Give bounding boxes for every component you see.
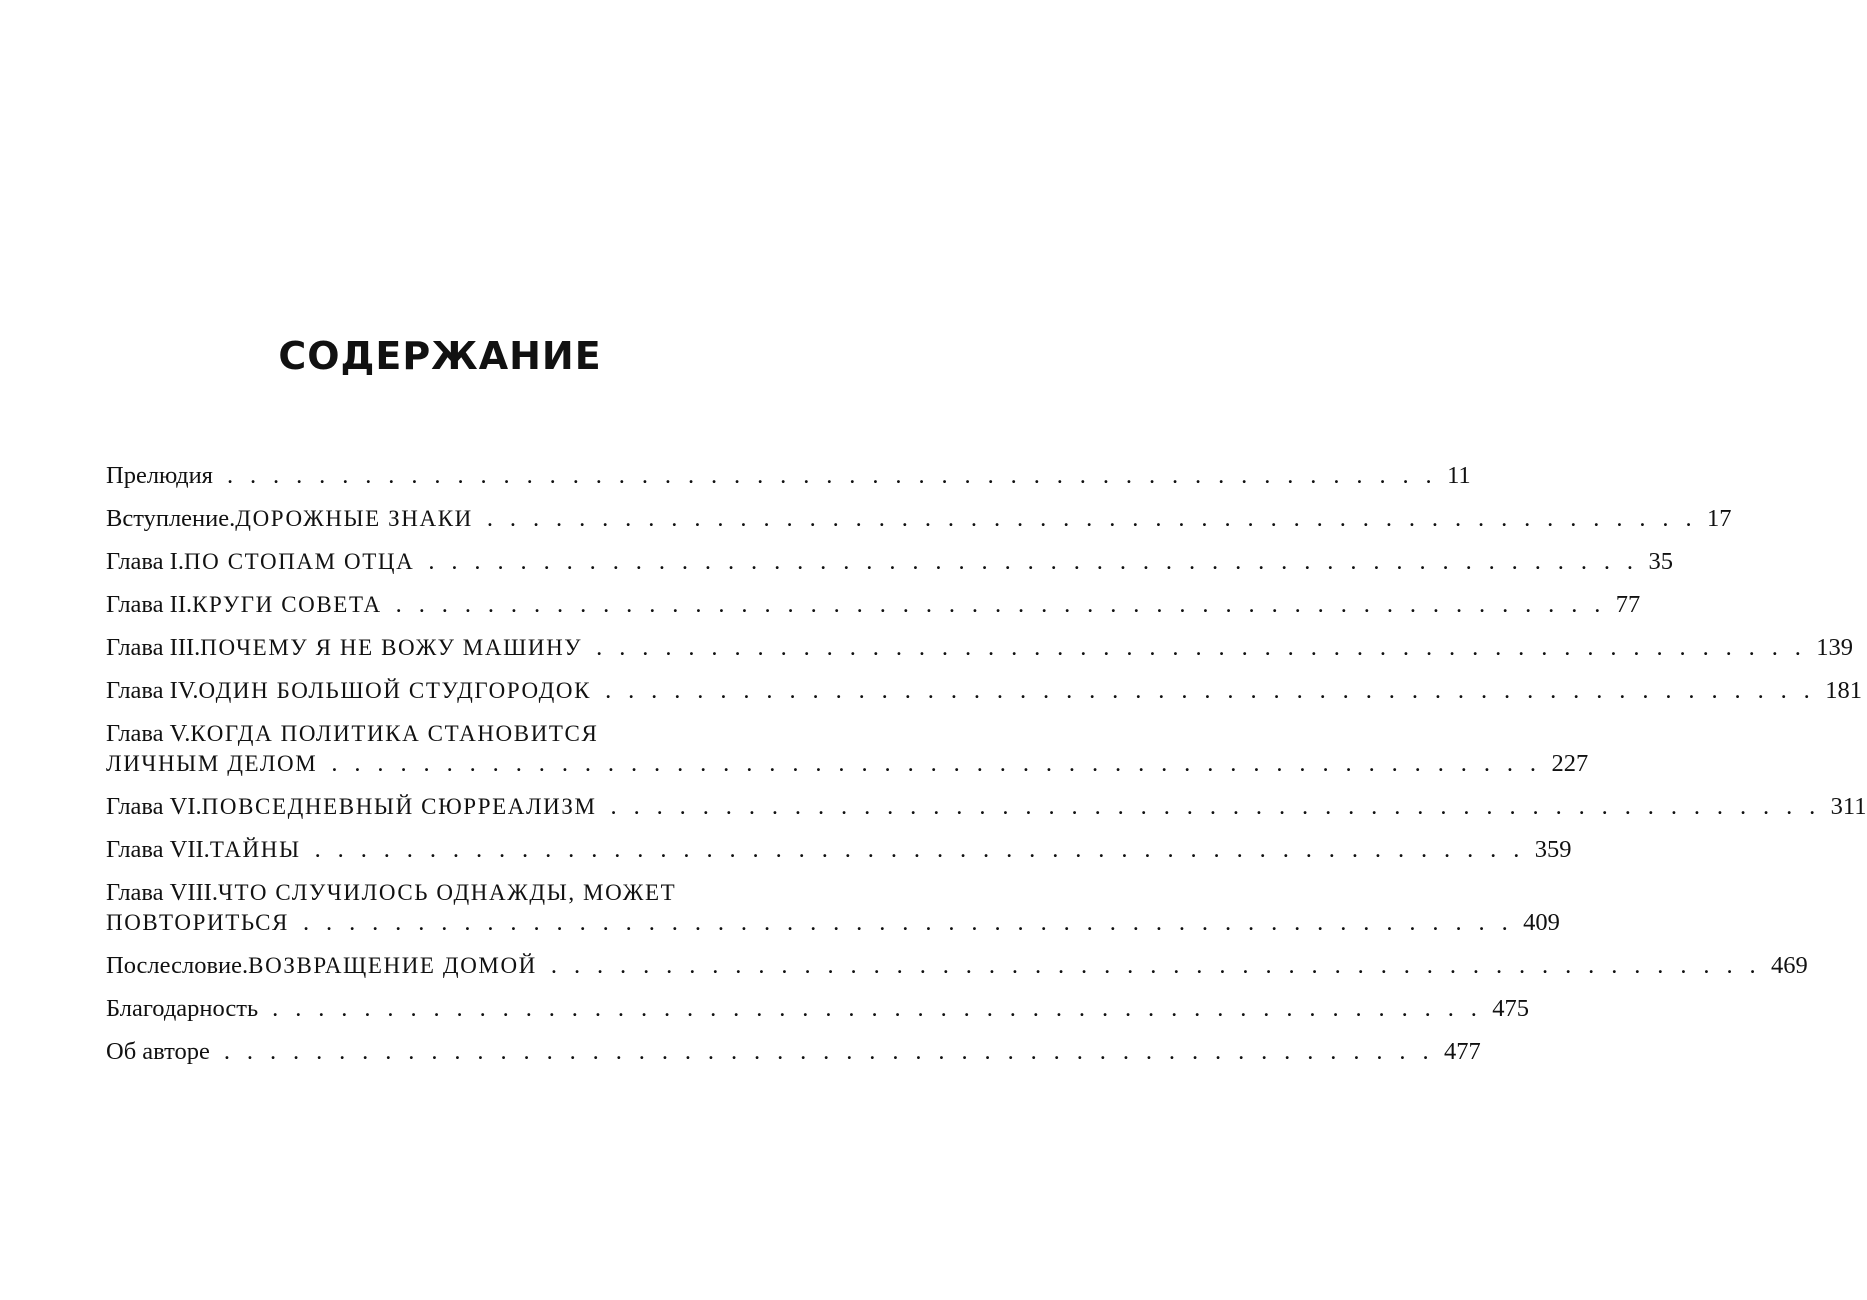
toc-entry-prefix: Благодарность — [106, 995, 259, 1022]
dot-leader: . . . . . . . . . . . . . . . . . . . . . . . . . . . . . . . . . . . . . . . . . . . . . . . . . . . . . — [610, 793, 1821, 820]
toc-entry-title: ДОРОЖНЫЕ ЗНАКИ — [235, 506, 473, 531]
toc-entry-prefix: Послесловие. — [106, 952, 249, 979]
toc-page-number: 477 — [1444, 1038, 1481, 1065]
toc-line — [106, 590, 1641, 620]
toc-line — [106, 1037, 1481, 1067]
toc-page-number: 409 — [1523, 909, 1560, 936]
toc-entry-prefix: Глава VI. — [106, 793, 202, 820]
toc-page-number: 475 — [1492, 995, 1530, 1022]
toc-entry-chapter-6[interactable] — [106, 792, 1867, 822]
toc-entry-title: ПО СТОПАМ ОТЦА — [183, 549, 415, 574]
toc-line — [106, 835, 1572, 865]
toc-entry-title: ПОЧЕМУ Я НЕ ВОЖУ МАШИНУ — [200, 635, 583, 660]
toc-page-number: 77 — [1615, 591, 1641, 618]
toc-page-number: 139 — [1816, 634, 1854, 661]
toc-page-number: 359 — [1534, 836, 1572, 863]
toc-entry-title: ЧТО СЛУЧИЛОСЬ ОДНАЖДЫ, МОЖЕТ — [217, 880, 677, 905]
toc-entry-title-continued: ПОВТОРИТЬСЯ — [106, 910, 289, 935]
toc-page-number: 11 — [1447, 462, 1471, 489]
toc-entry-title: КОГДА ПОЛИТИКА СТАНОВИТСЯ — [190, 721, 599, 746]
toc-line-continued — [106, 908, 1560, 938]
toc-line — [106, 504, 1732, 534]
toc-entry-about-author[interactable] — [106, 1037, 1481, 1067]
toc-entry-afterword[interactable] — [106, 951, 1808, 981]
toc-entry-chapter-2[interactable] — [106, 590, 1641, 620]
toc-line — [106, 633, 1854, 663]
toc-entry-prefix: Глава VIII. — [106, 879, 218, 906]
toc-line — [106, 547, 1673, 577]
toc-line — [106, 951, 1808, 981]
toc-line — [106, 719, 773, 749]
dot-leader: . . . . . . . . . . . . . . . . . . . . . . . . . . . . . . . . . . . . . . . . . . . . . . . . . . . . . — [272, 995, 1483, 1022]
toc-line — [106, 461, 1471, 491]
toc-entry-prefix: Вступление. — [106, 505, 236, 532]
toc-page-number: 35 — [1648, 548, 1673, 575]
dot-leader: . . . . . . . . . . . . . . . . . . . . . . . . . . . . . . . . . . . . . . . . . . . . . . . . . . . . . — [331, 750, 1542, 777]
toc-entry-prefix: Глава II. — [106, 591, 193, 618]
toc-entry-title-continued: ЛИЧНЫМ ДЕЛОМ — [106, 751, 318, 776]
toc-line — [106, 792, 1867, 822]
toc-entry-chapter-4[interactable] — [106, 676, 1862, 706]
toc-entry-chapter-5[interactable] — [106, 719, 1589, 779]
dot-leader: . . . . . . . . . . . . . . . . . . . . . . . . . . . . . . . . . . . . . . . . . . . . . . . . . . . . . — [428, 548, 1639, 575]
toc-entry-chapter-7[interactable] — [106, 835, 1572, 865]
toc-page-number: 17 — [1707, 505, 1732, 532]
dot-leader: . . . . . . . . . . . . . . . . . . . . . . . . . . . . . . . . . . . . . . . . . . . . . . . . . . . . . — [395, 591, 1606, 618]
toc-entry-prefix: Прелюдия — [106, 462, 213, 489]
toc-page-number: 469 — [1771, 952, 1808, 979]
toc-entry-prelude[interactable] — [106, 461, 1471, 491]
dot-leader: . . . . . . . . . . . . . . . . . . . . . . . . . . . . . . . . . . . . . . . . . . . . . . . . . . . . . — [314, 836, 1525, 863]
toc-line — [106, 878, 773, 908]
toc-entry-prefix: Глава III. — [106, 634, 201, 661]
toc-page-number: 181 — [1825, 677, 1862, 704]
toc-entry-chapter-3[interactable] — [106, 633, 1854, 663]
toc-entry-title: ОДИН БОЛЬШОЙ СТУДГОРОДОК — [198, 678, 592, 703]
dot-leader: . . . . . . . . . . . . . . . . . . . . . . . . . . . . . . . . . . . . . . . . . . . . . . . . . . . . . — [486, 505, 1697, 532]
toc-entry-chapter-1[interactable] — [106, 547, 1673, 577]
dot-leader: . . . . . . . . . . . . . . . . . . . . . . . . . . . . . . . . . . . . . . . . . . . . . . . . . . . . . — [226, 462, 1438, 489]
toc-entry-acknowledgements[interactable] — [106, 994, 1530, 1024]
toc-entry-prefix: Об авторе — [106, 1038, 210, 1065]
toc-entry-prefix: Глава I. — [106, 548, 184, 575]
toc-line — [106, 994, 1530, 1024]
toc-entry-title: ВОЗВРАЩЕНИЕ ДОМОЙ — [248, 953, 537, 978]
toc-entry-title: ПОВСЕДНЕВНЫЙ СЮРРЕАЛИЗМ — [201, 794, 597, 819]
dot-leader: . . . . . . . . . . . . . . . . . . . . . . . . . . . . . . . . . . . . . . . . . . . . . . . . . . . . . — [302, 909, 1514, 936]
dot-leader: . . . . . . . . . . . . . . . . . . . . . . . . . . . . . . . . . . . . . . . . . . . . . . . . . . . . . — [223, 1038, 1434, 1065]
toc-entry-title: ТАЙНЫ — [209, 837, 301, 862]
toc-page-number: 311 — [1830, 793, 1867, 820]
toc-entry-prefix: Глава V. — [106, 720, 191, 747]
toc-line-continued — [106, 749, 1589, 779]
toc-entry-prefix: Глава IV. — [106, 677, 199, 704]
toc-entry-chapter-8[interactable] — [106, 878, 1560, 938]
dot-leader: . . . . . . . . . . . . . . . . . . . . . . . . . . . . . . . . . . . . . . . . . . . . . . . . . . . . . — [550, 952, 1762, 979]
table-of-contents — [106, 461, 1867, 1080]
toc-entry-introduction[interactable] — [106, 504, 1732, 534]
toc-line — [106, 676, 1862, 706]
toc-entry-title: КРУГИ СОВЕТА — [192, 592, 382, 617]
toc-entry-prefix: Глава VII. — [106, 836, 210, 863]
page-title: СОДЕРЖАНИЕ — [278, 334, 602, 378]
dot-leader: . . . . . . . . . . . . . . . . . . . . . . . . . . . . . . . . . . . . . . . . . . . . . . . . . . . . . — [605, 677, 1816, 704]
toc-page-number: 227 — [1551, 750, 1589, 777]
dot-leader: . . . . . . . . . . . . . . . . . . . . . . . . . . . . . . . . . . . . . . . . . . . . . . . . . . . . . — [596, 634, 1807, 661]
